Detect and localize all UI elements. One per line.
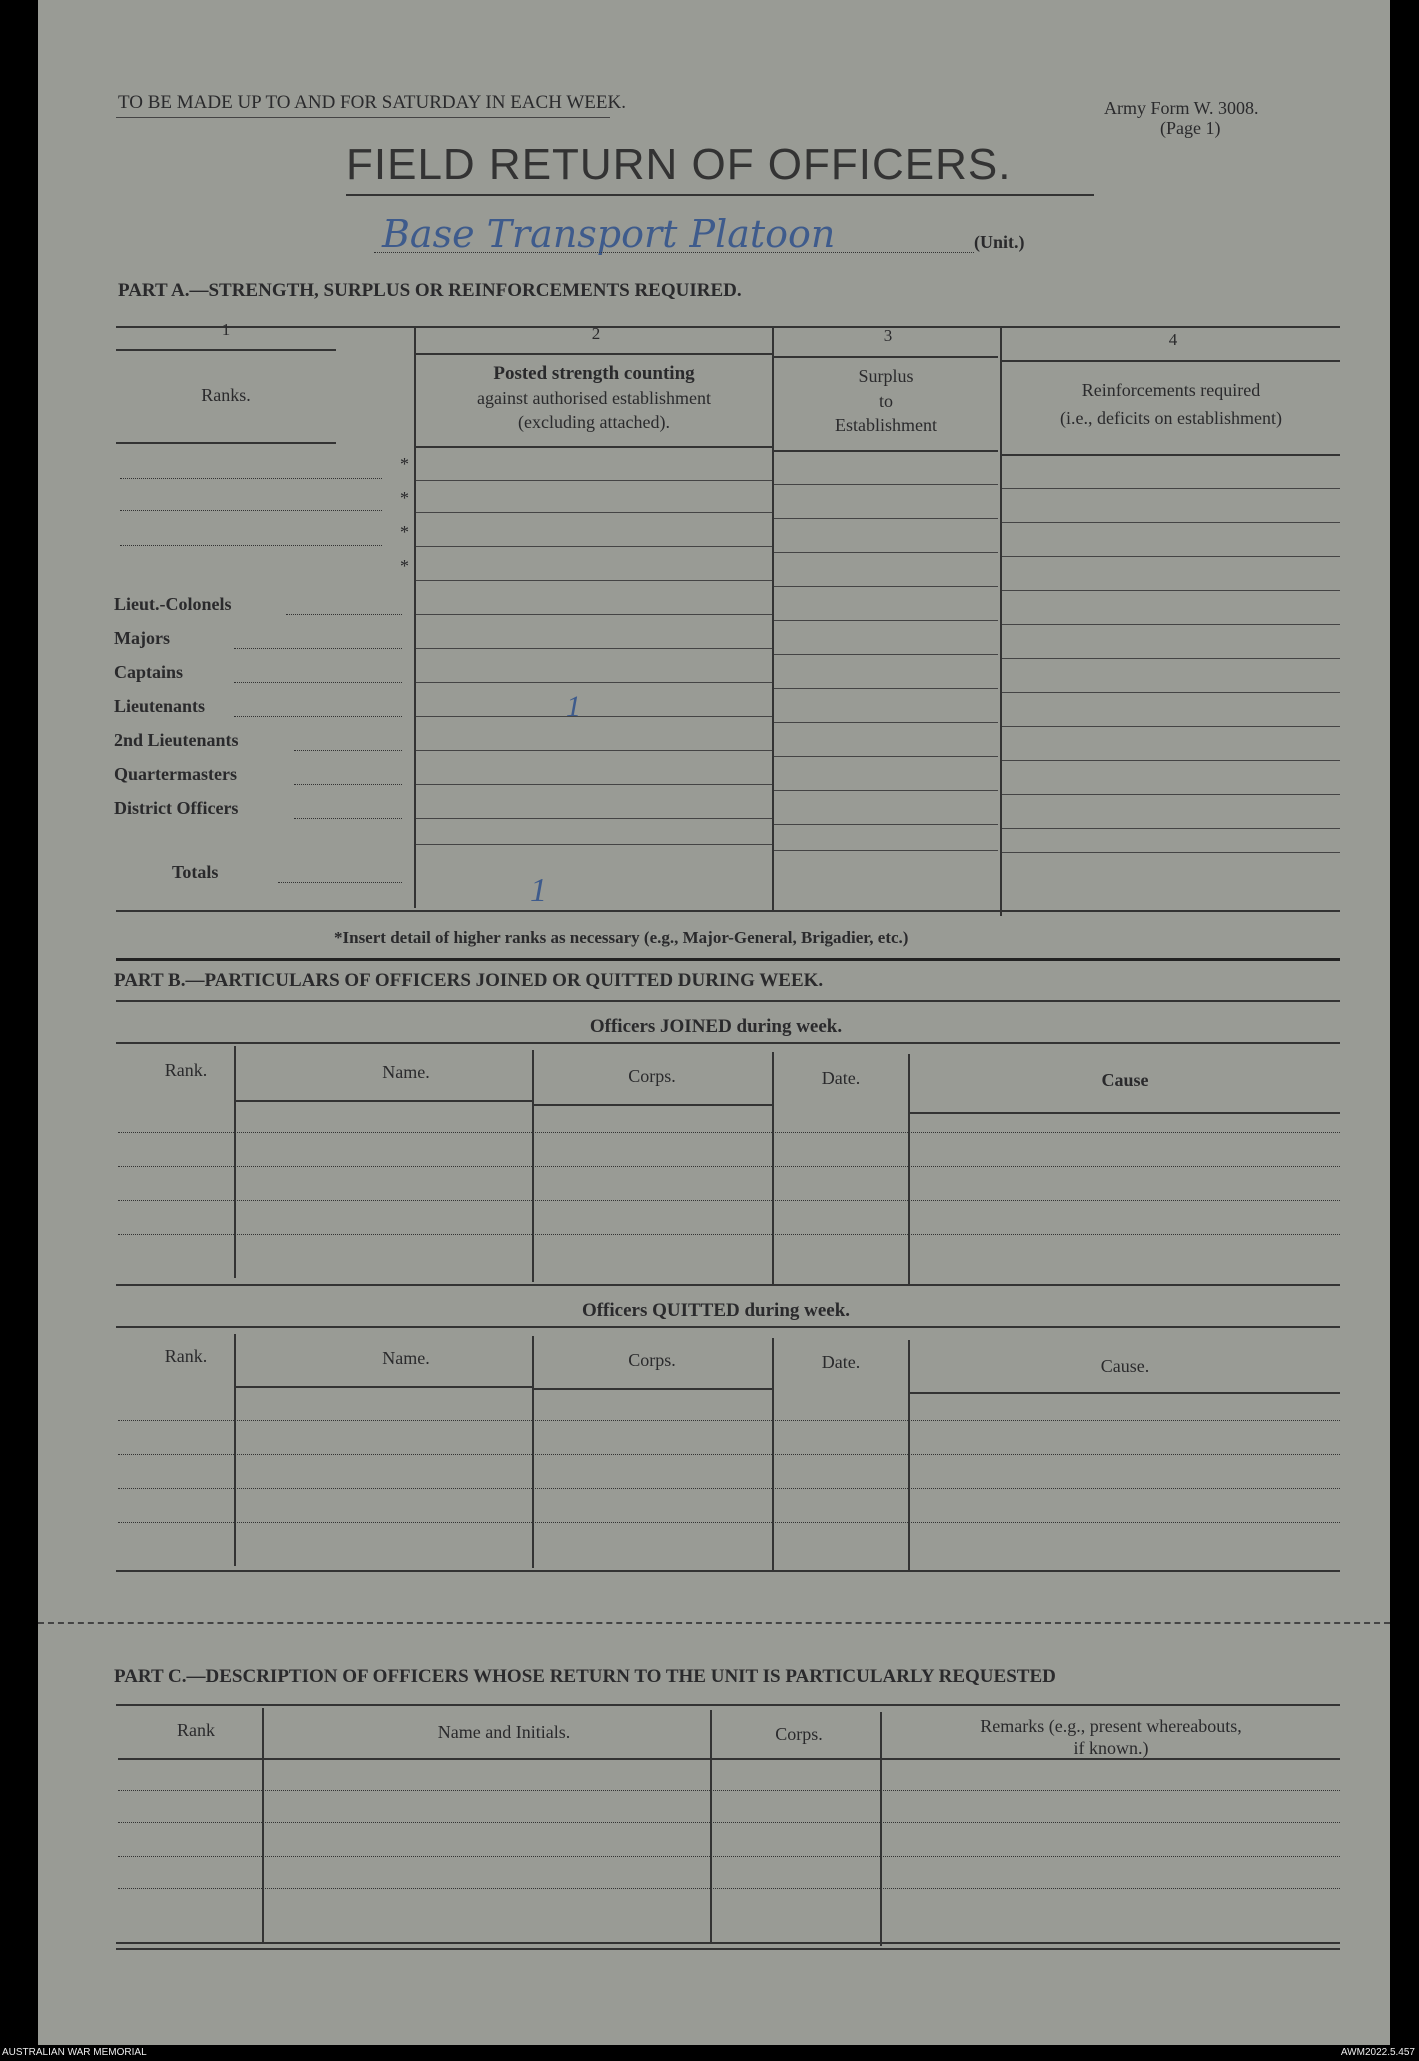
joined-name-header-rule [236, 1100, 532, 1102]
col2-row-line-11 [416, 818, 772, 819]
joined-separator-1 [234, 1046, 236, 1278]
col3-number-rule [774, 356, 998, 358]
ranks-header: Ranks. [201, 385, 251, 405]
form-title: FIELD RETURN OF OFFICERS. [346, 140, 1012, 189]
col3-row-line-10 [774, 790, 998, 791]
quitted-date-header: Date. [821, 1352, 861, 1372]
leader-1 [286, 614, 402, 615]
part-c-top-rule [116, 1704, 1340, 1706]
rank-2nd-lieutenants: 2nd Lieutenants [114, 730, 239, 750]
col2-row-line-10 [416, 784, 772, 785]
joined-name-header: Name. [382, 1062, 430, 1082]
joined-separator-3 [772, 1052, 774, 1284]
col2-row-line-1 [416, 480, 772, 481]
part-c-row-line-4 [118, 1888, 1340, 1889]
quitted-cause-header-rule [910, 1392, 1340, 1394]
part-a-heading: PART A.—STRENGTH, SURPLUS OR REINFORCEMENTS REQUIRED. [118, 280, 742, 301]
part-c-header-rule [118, 1758, 1340, 1760]
col4-row-line-8 [1002, 726, 1340, 727]
joined-bottom-rule [116, 1284, 1340, 1286]
col3-row-line-7 [774, 688, 998, 689]
posted-header-3: (excluding attached). [518, 412, 670, 432]
form-paper [38, 0, 1390, 2045]
col4-row-line-3 [1002, 556, 1340, 557]
quitted-bottom-rule [116, 1570, 1340, 1572]
col2-row-line-7 [416, 682, 772, 683]
part-c-row-line-1 [118, 1790, 1340, 1791]
part-c-remarks-header-2: if known.) [1073, 1738, 1149, 1758]
joined-date-header: Date. [821, 1068, 861, 1088]
unit-line [374, 252, 974, 253]
part-c-separator-1 [262, 1708, 264, 1942]
col4-row-line-1 [1002, 488, 1340, 489]
quitted-name-header: Name. [382, 1348, 430, 1368]
col2-header-rule [416, 446, 772, 448]
quitted-separator-1 [234, 1334, 236, 1566]
col3-row-line-5 [774, 620, 998, 621]
col2-number: 2 [591, 324, 601, 343]
joined-separator-4 [908, 1054, 910, 1286]
part-a-bottom-rule [116, 910, 1340, 912]
rank-lieut-colonels: Lieut.-Colonels [114, 594, 232, 614]
col2-row-line-12 [416, 844, 772, 845]
part-a-footnote: *Insert detail of higher ranks as necessary (e.g., Major-General, Brigadier, etc.) [334, 928, 909, 947]
perforation-line [38, 1622, 1390, 1624]
col2-row-line-9 [416, 750, 772, 751]
col4-header-rule [1002, 454, 1340, 456]
footer-right: AWM2022.5.457 [1340, 2047, 1415, 2058]
col4-row-line-10 [1002, 794, 1340, 795]
asterisk-3: * [400, 522, 409, 542]
rank-quartermasters: Quartermasters [114, 764, 237, 784]
unit-handwritten: Base Transport Platoon [382, 212, 836, 256]
col2-row-line-5 [416, 614, 772, 615]
col4-number: 4 [1168, 330, 1178, 349]
part-c-name-header: Name and Initials. [437, 1722, 571, 1742]
quitted-row-line-4 [118, 1522, 1340, 1523]
quitted-corps-header-rule [534, 1388, 772, 1390]
part-a-separator-1 [414, 326, 416, 908]
rank-lieutenants: Lieutenants [114, 696, 206, 716]
col1-number-rule [116, 349, 336, 351]
part-c-corps-header: Corps. [775, 1724, 823, 1744]
leader-6 [294, 784, 402, 785]
quitted-title: Officers QUITTED during week. [581, 1300, 851, 1321]
col2-number-rule [416, 353, 772, 355]
col3-row-line-9 [774, 756, 998, 757]
footer-left: AUSTRALIAN WAR MEMORIAL [2, 2047, 147, 2058]
unit-label: (Unit.) [974, 232, 1025, 252]
quitted-cause-header: Cause. [1100, 1356, 1150, 1376]
posted-header-1: Posted strength counting [493, 363, 695, 384]
quitted-row-line-3 [118, 1488, 1340, 1489]
blank-rank-line-1 [120, 478, 382, 479]
part-c-rank-header: Rank [177, 1720, 215, 1740]
col4-row-line-4 [1002, 590, 1340, 591]
col2-row-line-4 [416, 580, 772, 581]
col4-row-line-12 [1002, 852, 1340, 853]
col3-row-line-8 [774, 722, 998, 723]
col2-row-line-3 [416, 546, 772, 547]
col1-header-rule [116, 442, 336, 444]
part-c-remarks-header-1: Remarks (e.g., present whereabouts, [980, 1716, 1242, 1736]
col4-row-line-5 [1002, 624, 1340, 625]
col1-number: 1 [221, 320, 231, 339]
part-b-heading: PART B.—PARTICULARS OF OFFICERS JOINED OR QUITTED DURING WEEK. [114, 970, 824, 991]
rank-district-officers: District Officers [114, 798, 239, 818]
lieutenants-posted-entry: 1 [566, 690, 581, 723]
col3-row-line-3 [774, 552, 998, 553]
col2-row-line-6 [416, 648, 772, 649]
quitted-corps-header: Corps. [628, 1350, 676, 1370]
part-c-bottom-rule [116, 1942, 1340, 1944]
col4-number-rule [1002, 360, 1340, 362]
leader-2 [234, 648, 402, 649]
part-c-separator-2 [710, 1710, 712, 1944]
joined-row-line-3 [118, 1200, 1340, 1201]
blank-rank-line-3 [120, 545, 382, 546]
col3-row-line-1 [774, 484, 998, 485]
asterisk-4: * [400, 556, 409, 576]
title-underline [346, 194, 1094, 196]
surplus-header-2: to [878, 391, 893, 411]
col3-header-rule [774, 450, 998, 452]
col4-row-line-7 [1002, 692, 1340, 693]
rank-majors: Majors [114, 628, 170, 648]
quitted-rank-header: Rank. [164, 1346, 208, 1366]
col2-row-line-8 [416, 716, 772, 717]
reinforcements-header-1: Reinforcements required [1081, 380, 1261, 400]
part-c-separator-3 [880, 1712, 882, 1946]
leader-3 [234, 682, 402, 683]
part-c-bottom-rule-double [116, 1948, 1340, 1950]
part-c-row-line-3 [118, 1856, 1340, 1857]
part-b-top-rule [116, 958, 1340, 961]
joined-corps-header: Corps. [628, 1066, 676, 1086]
joined-cause-header-rule [910, 1112, 1340, 1114]
joined-row-line-1 [118, 1132, 1340, 1133]
part-b-heading-rule [116, 1000, 1340, 1002]
col3-row-line-2 [774, 518, 998, 519]
quitted-row-line-2 [118, 1454, 1340, 1455]
joined-title-rule [116, 1042, 1340, 1044]
leader-5 [294, 750, 402, 751]
totals-label: Totals [172, 862, 219, 882]
col4-row-line-2 [1002, 522, 1340, 523]
reinforcements-header-2: (i.e., deficits on establishment) [1060, 408, 1282, 428]
archive-footer [0, 2045, 1419, 2061]
col3-row-line-12 [774, 850, 998, 851]
quitted-separator-2 [532, 1336, 534, 1568]
leader-totals [278, 882, 402, 883]
joined-cause-header: Cause [1101, 1070, 1149, 1090]
part-c-heading: PART C.—DESCRIPTION OF OFFICERS WHOSE RETURN TO THE UNIT IS PARTICULARLY REQUESTED [114, 1666, 1056, 1687]
col2-row-line-2 [416, 512, 772, 513]
posted-header-2: against authorised establishment [477, 388, 711, 408]
asterisk-2: * [400, 488, 409, 508]
quitted-name-header-rule [236, 1386, 532, 1388]
joined-row-line-4 [118, 1234, 1340, 1235]
col3-number: 3 [883, 326, 893, 345]
leader-7 [294, 818, 402, 819]
quitted-separator-4 [908, 1340, 910, 1572]
col3-row-line-11 [774, 824, 998, 825]
surplus-header-3: Establishment [835, 415, 937, 435]
leader-4 [234, 716, 402, 717]
joined-title: Officers JOINED during week. [589, 1016, 843, 1037]
asterisk-1: * [400, 454, 409, 474]
blank-rank-line-2 [120, 510, 382, 511]
col3-row-line-6 [774, 654, 998, 655]
totals-posted-entry: 1 [530, 872, 547, 909]
quitted-title-rule [116, 1326, 1340, 1328]
quitted-row-line-1 [118, 1420, 1340, 1421]
part-c-row-line-2 [118, 1822, 1340, 1823]
instruction-text: TO BE MADE UP TO AND FOR SATURDAY IN EACH WEEK. [118, 92, 626, 113]
rank-captains: Captains [114, 662, 184, 682]
form-number: Army Form W. 3008. [1104, 98, 1259, 118]
joined-row-line-2 [118, 1166, 1340, 1167]
surplus-header-1: Surplus [858, 366, 914, 386]
col4-row-line-11 [1002, 828, 1340, 829]
page-number: (Page 1) [1160, 118, 1221, 138]
instruction-underline [116, 117, 610, 118]
col4-row-line-6 [1002, 658, 1340, 659]
joined-rank-header: Rank. [164, 1060, 208, 1080]
col3-row-line-4 [774, 586, 998, 587]
joined-corps-header-rule [534, 1104, 772, 1106]
col4-row-line-9 [1002, 760, 1340, 761]
